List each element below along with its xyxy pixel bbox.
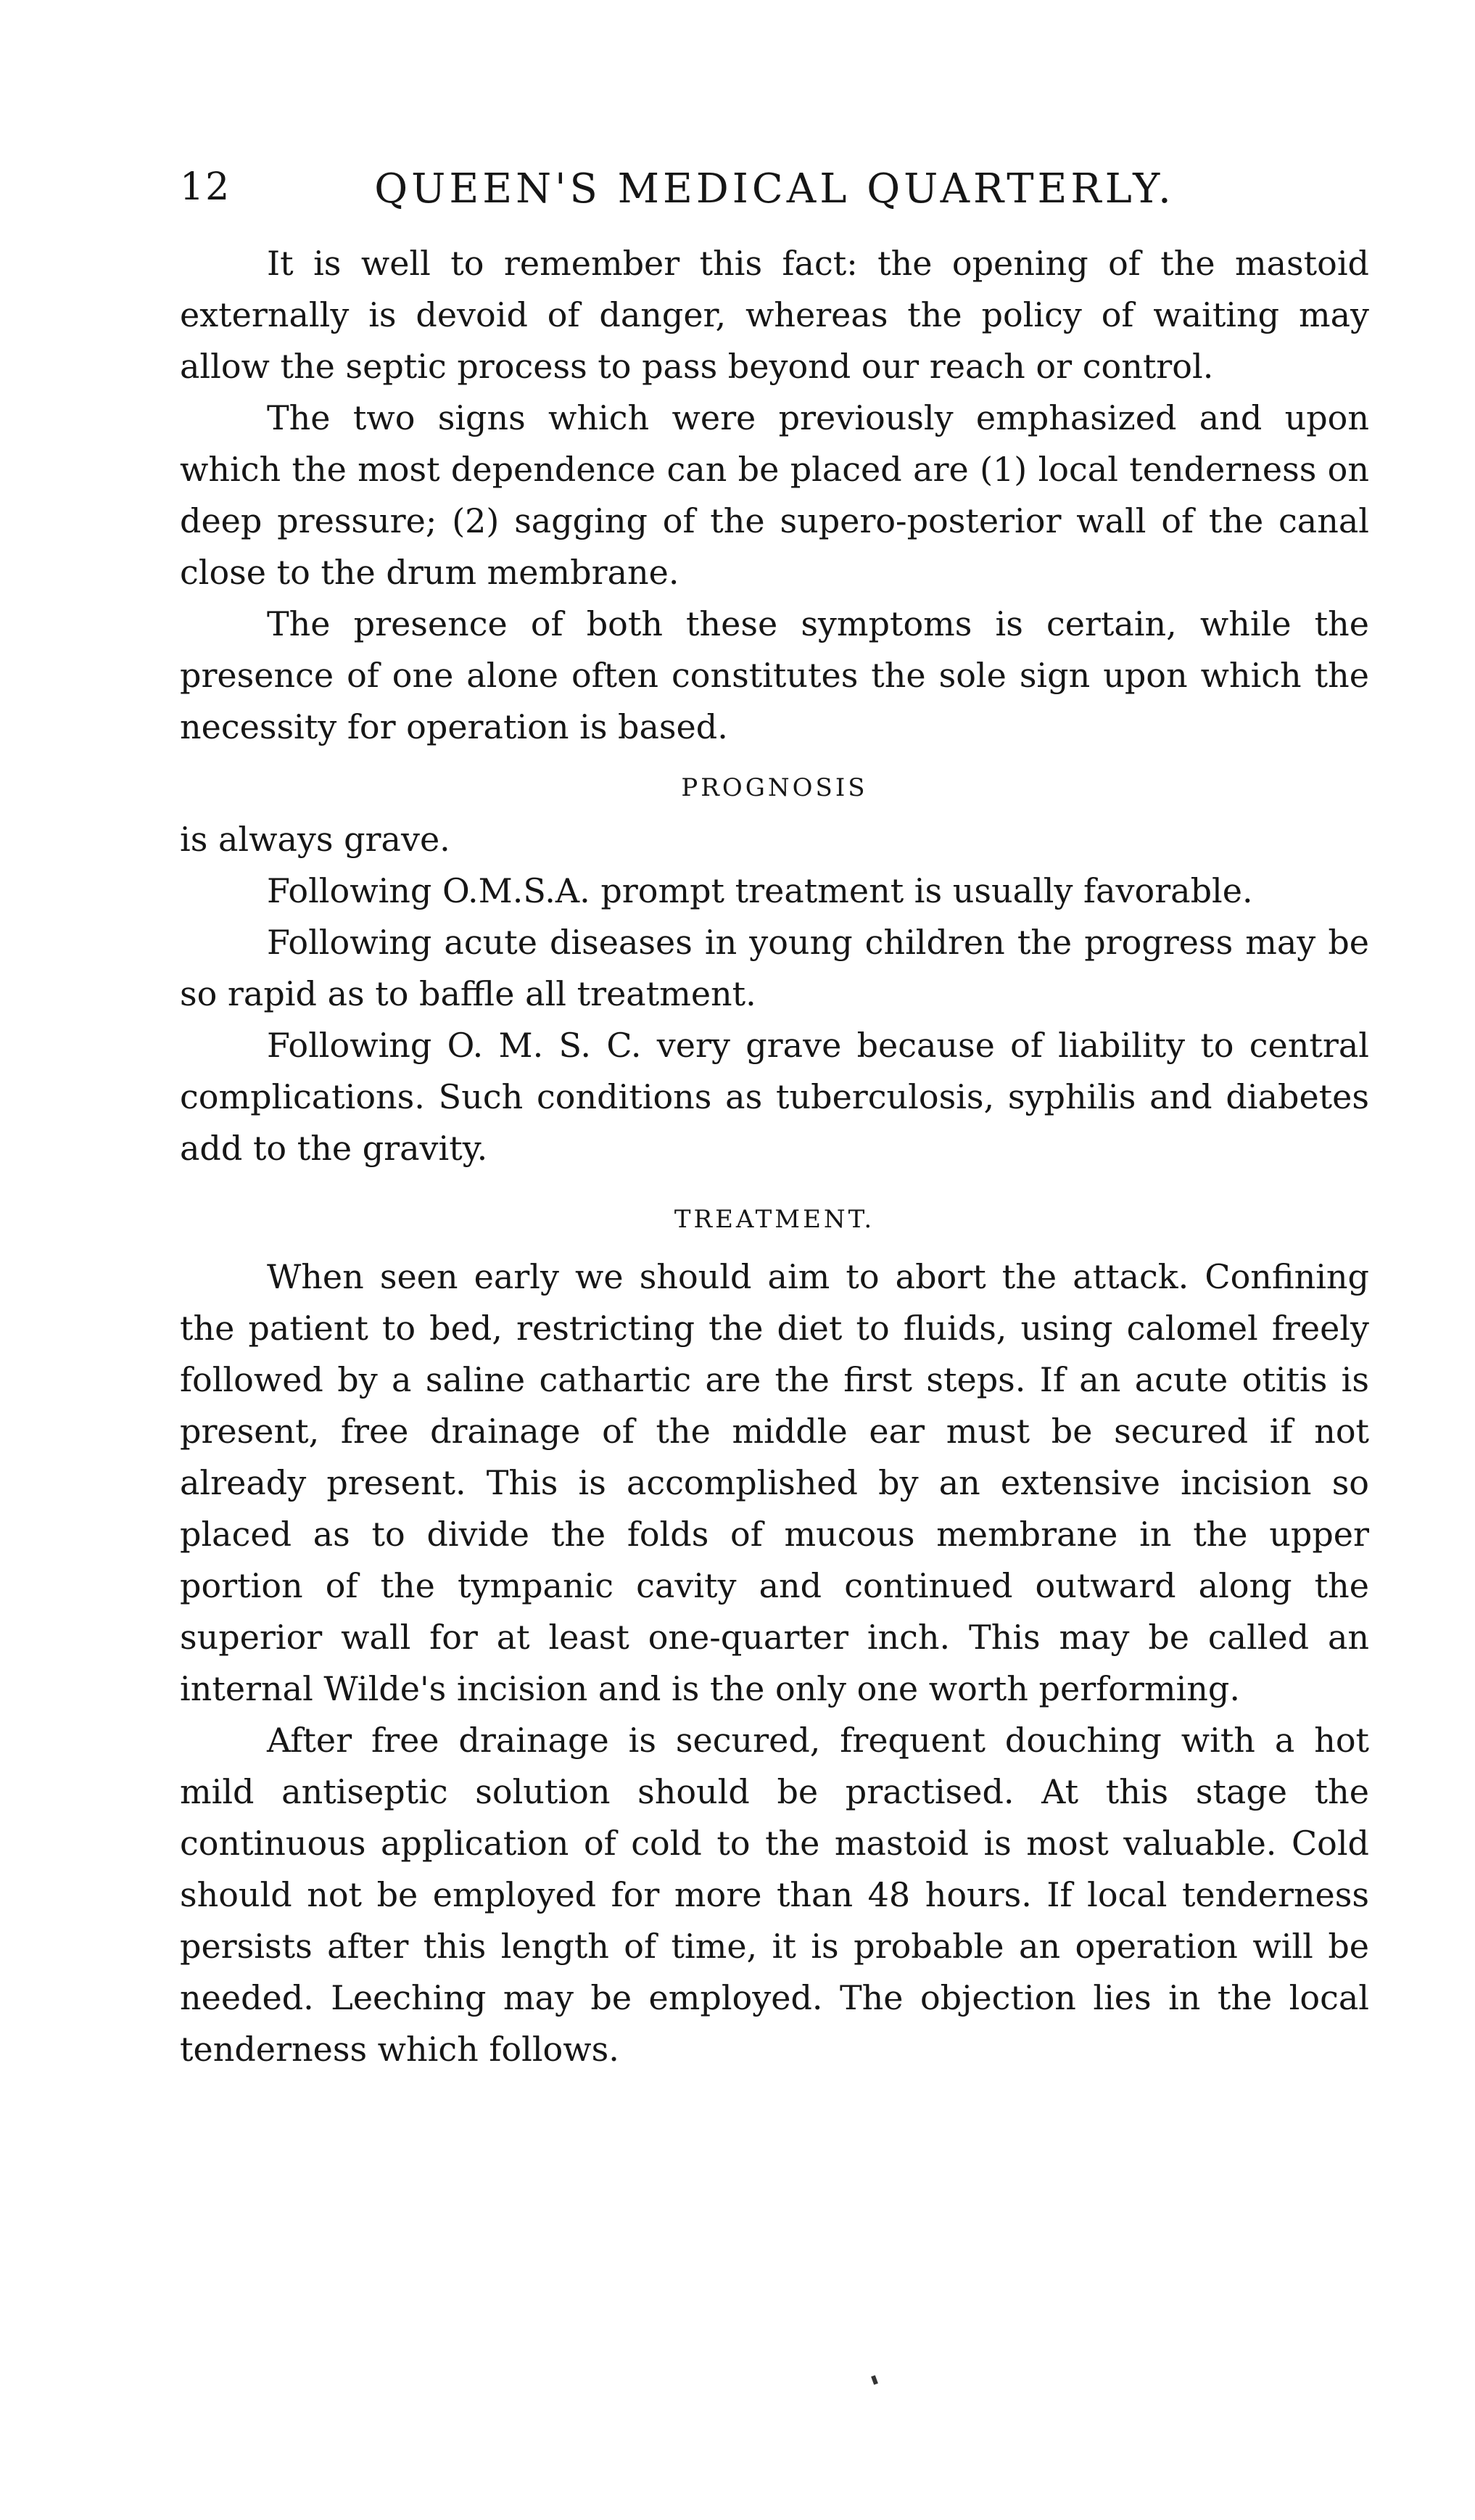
prognosis-omsc: Following O. M. S. C. very grave because of liability to central complications. Such conditions as tuberculosis, syphilis and diabetes add to the gravity. (180, 1026, 1369, 1168)
prognosis-lead: is always grave. (180, 820, 450, 859)
printer-mark (871, 2375, 878, 2384)
section-heading-treatment: TREATMENT. (674, 1205, 875, 1234)
prognosis-acute-diseases: Following acute diseases in young children the progress may be so rapid as to baffle all treatment. (180, 923, 1369, 1013)
section-heading-prognosis: PROGNOSIS (681, 773, 868, 802)
running-head (180, 165, 1369, 223)
prognosis-omsa: Following O.M.S.A. prompt treatment is usually favorable. (267, 871, 1253, 910)
paragraph-mastoid-opening: It is well to remember this fact: the opening of the mastoid externally is devoid of danger, whereas the policy of waiting may allow the septic process to pass beyond our reach or control. (180, 244, 1369, 386)
paragraph-two-signs: The two signs which were previously emphasized and upon which the most dependence can be placed are (1) local tenderness on deep pressure; (2) sagging of the supero-posterior wall of the canal close to the drum membrane. (180, 398, 1369, 592)
paragraph-presence-symptoms: The presence of both these symptoms is certain, while the presence of one alone often constitutes the sole sign upon which the necessity for operation is based. (180, 604, 1369, 746)
journal-title: QUEEN'S MEDICAL QUARTERLY. (374, 165, 1175, 213)
treatment-drainage: After free drainage is secured, frequent douching with a hot mild antiseptic solution should be practised. At this stage the continuous application of cold to the mastoid is most valuable. Cold should not be employed for more than 48 hours. If local tenderness persists after this length of time, it is probable an operation will be needed. Leeching may be employed. The objection lies in the local tenderness which follows. (180, 1721, 1369, 2069)
article-body (180, 238, 1369, 2075)
page-number: 12 (180, 165, 231, 209)
treatment-early: When seen early we should aim to abort the attack. Confining the patient to bed, restricting the diet to fluids, using calomel freely followed by a saline cathartic are the first steps. If an acute otitis is present, free drainage of the middle ear must be secured if not already present. This is accomplished by an extensive incision so placed as to divide the folds of mucous membrane in the upper portion of the tympanic cavity and continued outward along the superior wall for at least one-quarter inch. This may be called an internal Wilde's incision and is the only one worth performing. (180, 1257, 1369, 1708)
